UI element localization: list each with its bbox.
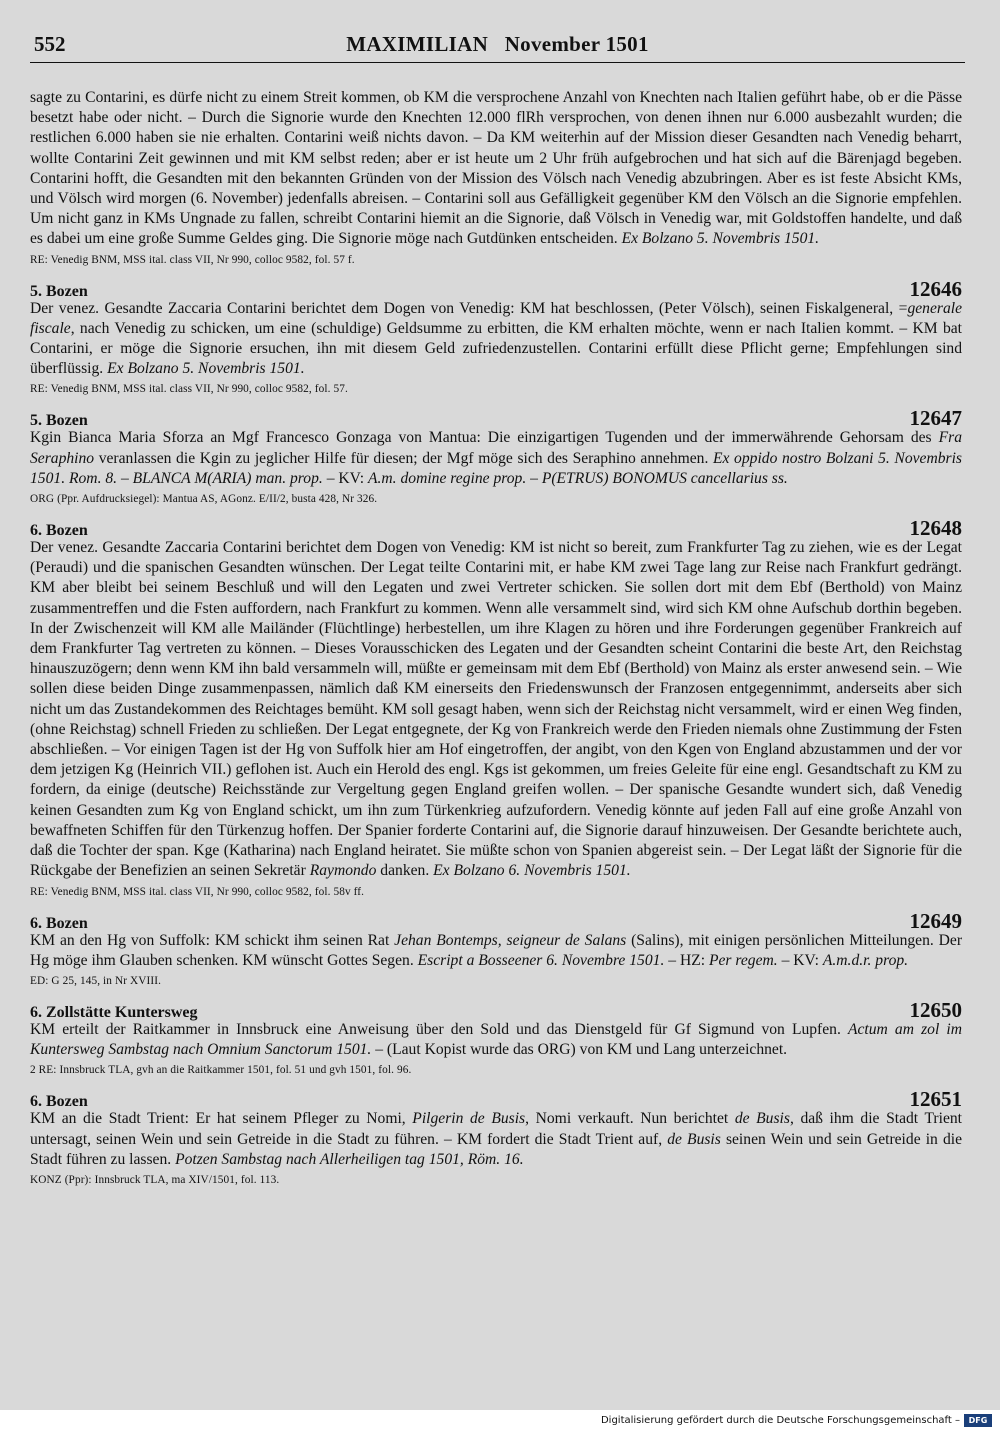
entry-text bbox=[30, 88, 962, 250]
page-number: 552 bbox=[34, 32, 66, 56]
text-run: KM an die Stadt Trient: Er hat seinem Pfleger zu Nomi, bbox=[30, 1110, 413, 1128]
source-note: RE: Venedig BNM, MSS ital. class VII, Nr 990, colloc 9582, fol. 58v ff. bbox=[30, 885, 365, 898]
italic-run: A.m. domine regine prop. – P(ETRUS) BONOMUS cancellarius ss. bbox=[368, 469, 788, 487]
entry-block bbox=[30, 1087, 962, 1187]
italic-run: Ex Bolzano 5. Novembris 1501. bbox=[621, 230, 820, 248]
page-header bbox=[30, 30, 965, 63]
italic-run: Fra Seraphino bbox=[30, 429, 962, 467]
italic-run: Escript a Bosseener 6. Novembre 1501. bbox=[417, 951, 665, 969]
entry-date-place: 6. Zollstätte Kuntersweg bbox=[30, 1003, 198, 1021]
entry-number: 12648 bbox=[909, 516, 962, 541]
italic-run: generale fiscale bbox=[30, 299, 962, 337]
entry-date-place: 6. Bozen bbox=[30, 914, 88, 932]
text-run: – KV: bbox=[322, 469, 368, 487]
dfg-logo: DFG bbox=[964, 1414, 992, 1427]
text-run: Kgin Bianca Maria Sforza an Mgf Francesco Gonzaga von Mantua: Die einzigartigen Tugenden und der immerwährende Gehorsam des bbox=[30, 429, 939, 447]
entry-date-place: 6. Bozen bbox=[30, 522, 88, 540]
entry-date-place: 6. Bozen bbox=[30, 1093, 88, 1111]
text-run: Der venez. Gesandte Zaccaria Contarini berichtet dem Dogen von Venedig: KM hat beschlossen, (Peter Völsch), seinen Fiskalgeneral, = bbox=[30, 299, 908, 317]
entry-block bbox=[30, 406, 962, 506]
text-run: veranlassen die Kgin zu jeglicher Hilfe für diesen; der Mgf möge sich des Seraphino annehmen. bbox=[94, 449, 713, 467]
italic-run: A.m.d.r. prop. bbox=[822, 951, 909, 969]
italic-run: Ex Bolzano 6. Novembris 1501. bbox=[433, 862, 631, 880]
entry-header bbox=[30, 406, 962, 431]
intro-continuation bbox=[30, 88, 962, 267]
entry-text bbox=[30, 538, 962, 881]
entry-header bbox=[30, 909, 962, 931]
entry-number: 12646 bbox=[909, 276, 962, 301]
text-run: – KV: bbox=[777, 951, 823, 969]
italic-run: Per regem. bbox=[708, 951, 778, 969]
text-run: – (Laut Kopist wurde das ORG) von KM und Lang unterzeichnet. bbox=[371, 1041, 788, 1059]
footer-credit: Digitalisierung gefördert durch die Deutsche Forschungsgemeinschaft – bbox=[600, 1415, 960, 1426]
entry-text bbox=[30, 299, 962, 380]
text-run: , nach Venedig zu schicken, um eine (schuldige) Geldsumme zu erbitten, die KM erhalten möchte, wenn er nach Italien kommt. – KM bat Contarini, er möge die Signorie ersuchen, ihn mit diesem Geld zufriedenzustellen. Contarini erfüllt diese Pflicht gerne; Empfehlungen sind überflüssig. bbox=[30, 319, 962, 378]
entry-text bbox=[30, 428, 962, 489]
page-footer bbox=[0, 1410, 1000, 1431]
source-note: 2 RE: Innsbruck TLA, gvh an die Raitkammer 1501, fol. 51 und gvh 1501, fol. 96. bbox=[30, 1064, 412, 1077]
entry-block bbox=[30, 909, 962, 988]
entry-text bbox=[30, 1020, 962, 1060]
entry-header bbox=[30, 1087, 962, 1112]
source-note: ORG (Ppr. Aufdrucksiegel): Mantua AS, AGonz. E/II/2, busta 428, Nr 326. bbox=[30, 493, 378, 506]
italic-run: Jehan Bontemps, seigneur de Salans bbox=[394, 931, 627, 949]
running-title: MAXIMILIAN November 1501 bbox=[346, 32, 649, 56]
entry-text bbox=[30, 1109, 962, 1170]
page-content bbox=[30, 88, 962, 1187]
entry-header bbox=[30, 998, 962, 1020]
italic-run: Pilgerin de Busis bbox=[412, 1110, 526, 1128]
text-run: , daß ihm die Stadt Trient untersagt, seinen Wein und sein Getreide in die Stadt zu führen. – KM fordert die Stadt Trient auf, bbox=[30, 1110, 962, 1148]
entry-number: 12650 bbox=[909, 997, 962, 1022]
text-run: KM an den Hg von Suffolk: KM schickt ihm seinen Rat bbox=[30, 931, 395, 949]
italic-run: de Busis bbox=[667, 1130, 721, 1148]
text-run: , Nomi verkauft. Nun berichtet bbox=[525, 1110, 735, 1128]
text-run: KM erteilt der Raitkammer in Innsbruck eine Anweisung über den Sold und das Dienstgeld für Gf Sigmund von Lupfen. bbox=[30, 1020, 848, 1038]
italic-run: Potzen Sambstag nach Allerheiligen tag 1501, Röm. 16. bbox=[175, 1150, 524, 1168]
text-run: – HZ: bbox=[664, 951, 709, 969]
italic-run: Raymondo bbox=[309, 862, 377, 880]
entry-number: 12649 bbox=[909, 908, 962, 933]
entry-text bbox=[30, 931, 962, 971]
italic-run: Actum am zol im Kuntersweg Sambstag nach Omnium Sanctorum 1501. bbox=[30, 1020, 962, 1059]
italic-run: Ex Bolzano 5. Novembris 1501. bbox=[107, 360, 305, 378]
entry-date-place: 5. Bozen bbox=[30, 412, 88, 430]
text-run: Der venez. Gesandte Zaccaria Contarini berichtet dem Dogen von Venedig: KM ist nicht so bereit, zum Frankfurter Tag zu ziehen, wie es der Legat (Peraudi) und die spanischen Gesandten wünschen. Der Legat teilte Contarini mit, er habe KM zwei Tage lang zur Reise nach Frankfurt gedrängt. KM aber bleibt bei seinem Beschluß und will den Legaten und zwei Vertreter schicken. Sie sollen dort mit dem Ebf (Berthold) von Mainz zusammentreffen und die Fsten auffordern, nach Frankfurt zu kommen. Wenn alle versammelt sind, wird sich KM ohne Aufschub dorthin begeben. In der Zwischenzeit will KM alle Mailänder (Flüchtlinge) herbestellen, um ihre Klagen zu hören und ihre Forderungen gegenüber Frankreich auf dem Frankfurter Tag vertreten zu können. – Dieses Vorausschicken des Legaten und der Gesandten scheint Contarini die beste Art, den Reichstag hinauszuzögern; denn wenn KM ihn bald versammeln will, müßte er gemeinsam mit dem Ebf (Berthold) von Mainz als erster anwesend sein. – Wie sollen diese beiden Dinge zusammenpassen, nämlich daß KM einerseits den Friedenswunsch der Franzosen entgegennimmt, anderseits aber sich nicht um das Zustandekommen des Reichtages bemüht. KM soll gesagt haben, wenn sich der Reichstag nicht versammelt, wird er einen Weg finden, (ohne Reichstag) schnell Frieden zu schließen. Der Legat entgegnete, der Kg von Frankreich werde den Frieden niemals ohne Zustimmung der Fsten abschließen. – Vor einigen Tagen ist der Hg von Suffolk hier am Hof eingetroffen, der angibt, von den Kgen von England abzustammen und der vor dem jetzigen Kg (Heinrich VII.) geflohen ist. Auch ein Herold des engl. Kgs ist gekommen, um freies Geleite für eine engl. Gesandtschaft zu KM zu fordern, da einige (deutsche) Reichsstände zur Vergeltung gegen England greifen wollen. – Der spanische Gesandte wundert sich, daß Venedig keinen Gesandten zum Kg von England schickt, um ihn zum Türkenkrieg aufzufordern. Venedig könnte auf jeden Fall auf eine große Anzahl von bewaffneten Schiffen für den Türkenzug hoffen. Der Spanier forderte Contarini auf, die Signorie darauf hinzuweisen. Der Gesandte berichtete auch, daß die Tochter der span. Kge (Katharina) nach England heiratet. Sie müßte schon von Spanien abgereist sein. – Der Legat läßt der Signorie für die Rückgabe der Benefizien an seinen Sekretär bbox=[30, 539, 962, 880]
entry-number: 12651 bbox=[909, 1087, 962, 1112]
source-note: ED: G 25, 145, in Nr XVIII. bbox=[30, 974, 162, 987]
italic-run: de Busis bbox=[734, 1110, 790, 1128]
text-run: seinen Wein und sein Getreide in die Stadt führen zu lassen. bbox=[30, 1130, 962, 1168]
text-run: danken. bbox=[376, 862, 434, 880]
entry-header bbox=[30, 516, 962, 541]
entry-list bbox=[30, 277, 962, 1187]
entry-header bbox=[30, 277, 962, 299]
source-note: RE: Venedig BNM, MSS ital. class VII, Nr 990, colloc 9582, fol. 57. bbox=[30, 383, 348, 396]
text-run: (Salins), mit einigen persönlichen Mitteilungen. Der Hg möge ihm Glauben schenken. KM wünscht Gottes Segen. bbox=[30, 931, 963, 969]
entry-number: 12647 bbox=[909, 406, 962, 431]
entry-block bbox=[30, 516, 962, 898]
source-note: KONZ (Ppr): Innsbruck TLA, ma XIV/1501, fol. 113. bbox=[30, 1173, 280, 1186]
text-run: sagte zu Contarini, es dürfe nicht zu einem Streit kommen, ob KM die versprochene Anzahl von Knechten nach Italien geführt habe, ob er die Pässe besetzt habe oder nicht. – Durch die Signorie wurde den Knechten 12.000 flRh versprochen, von denen ihnen nur 6.000 ausbezahlt wurden; die restlichen 6.000 haben sie nie erhalten. Contarini weiß nichts davon. – Da KM weiterhin auf der Mission dieser Gesandten nach Venedig beharrt, wollte Contarini Zeit gewinnen und mit KM selbst reden; aber er ist heute um 2 Uhr früh aufgebrochen und hat sich auf die Bärenjagd begeben. Contarini hofft, die Gesandten mit den bekannten Gründen von der Mission des Völsch nach Venedig abzubringen. Aber es ist feste Absicht KMs, und Völsch wird morgen (6. November) jedenfalls abreisen. – Contarini soll aus Gefälligkeit gegenüber KM den Völsch an die Signorie empfehlen. Um nicht ganz in KMs Ungnade zu fallen, schreibt Contarini hiemit an die Signorie, daß Völsch in Venedig war, mit Goldstoffen handelte, und daß es dabei um eine große Summe Geldes ging. Die Signorie möge nach Gutdünken entscheiden. bbox=[30, 89, 962, 248]
italic-run: Ex oppido nostro Bolzani 5. Novembris 1501. Rom. 8. – BLANCA M(ARIA) man. prop. bbox=[30, 449, 962, 487]
source-note: RE: Venedig BNM, MSS ital. class VII, Nr 990, colloc 9582, fol. 57 f. bbox=[30, 253, 355, 266]
entry-date-place: 5. Bozen bbox=[30, 282, 88, 300]
entry-block bbox=[30, 998, 962, 1077]
entry-block bbox=[30, 277, 962, 397]
